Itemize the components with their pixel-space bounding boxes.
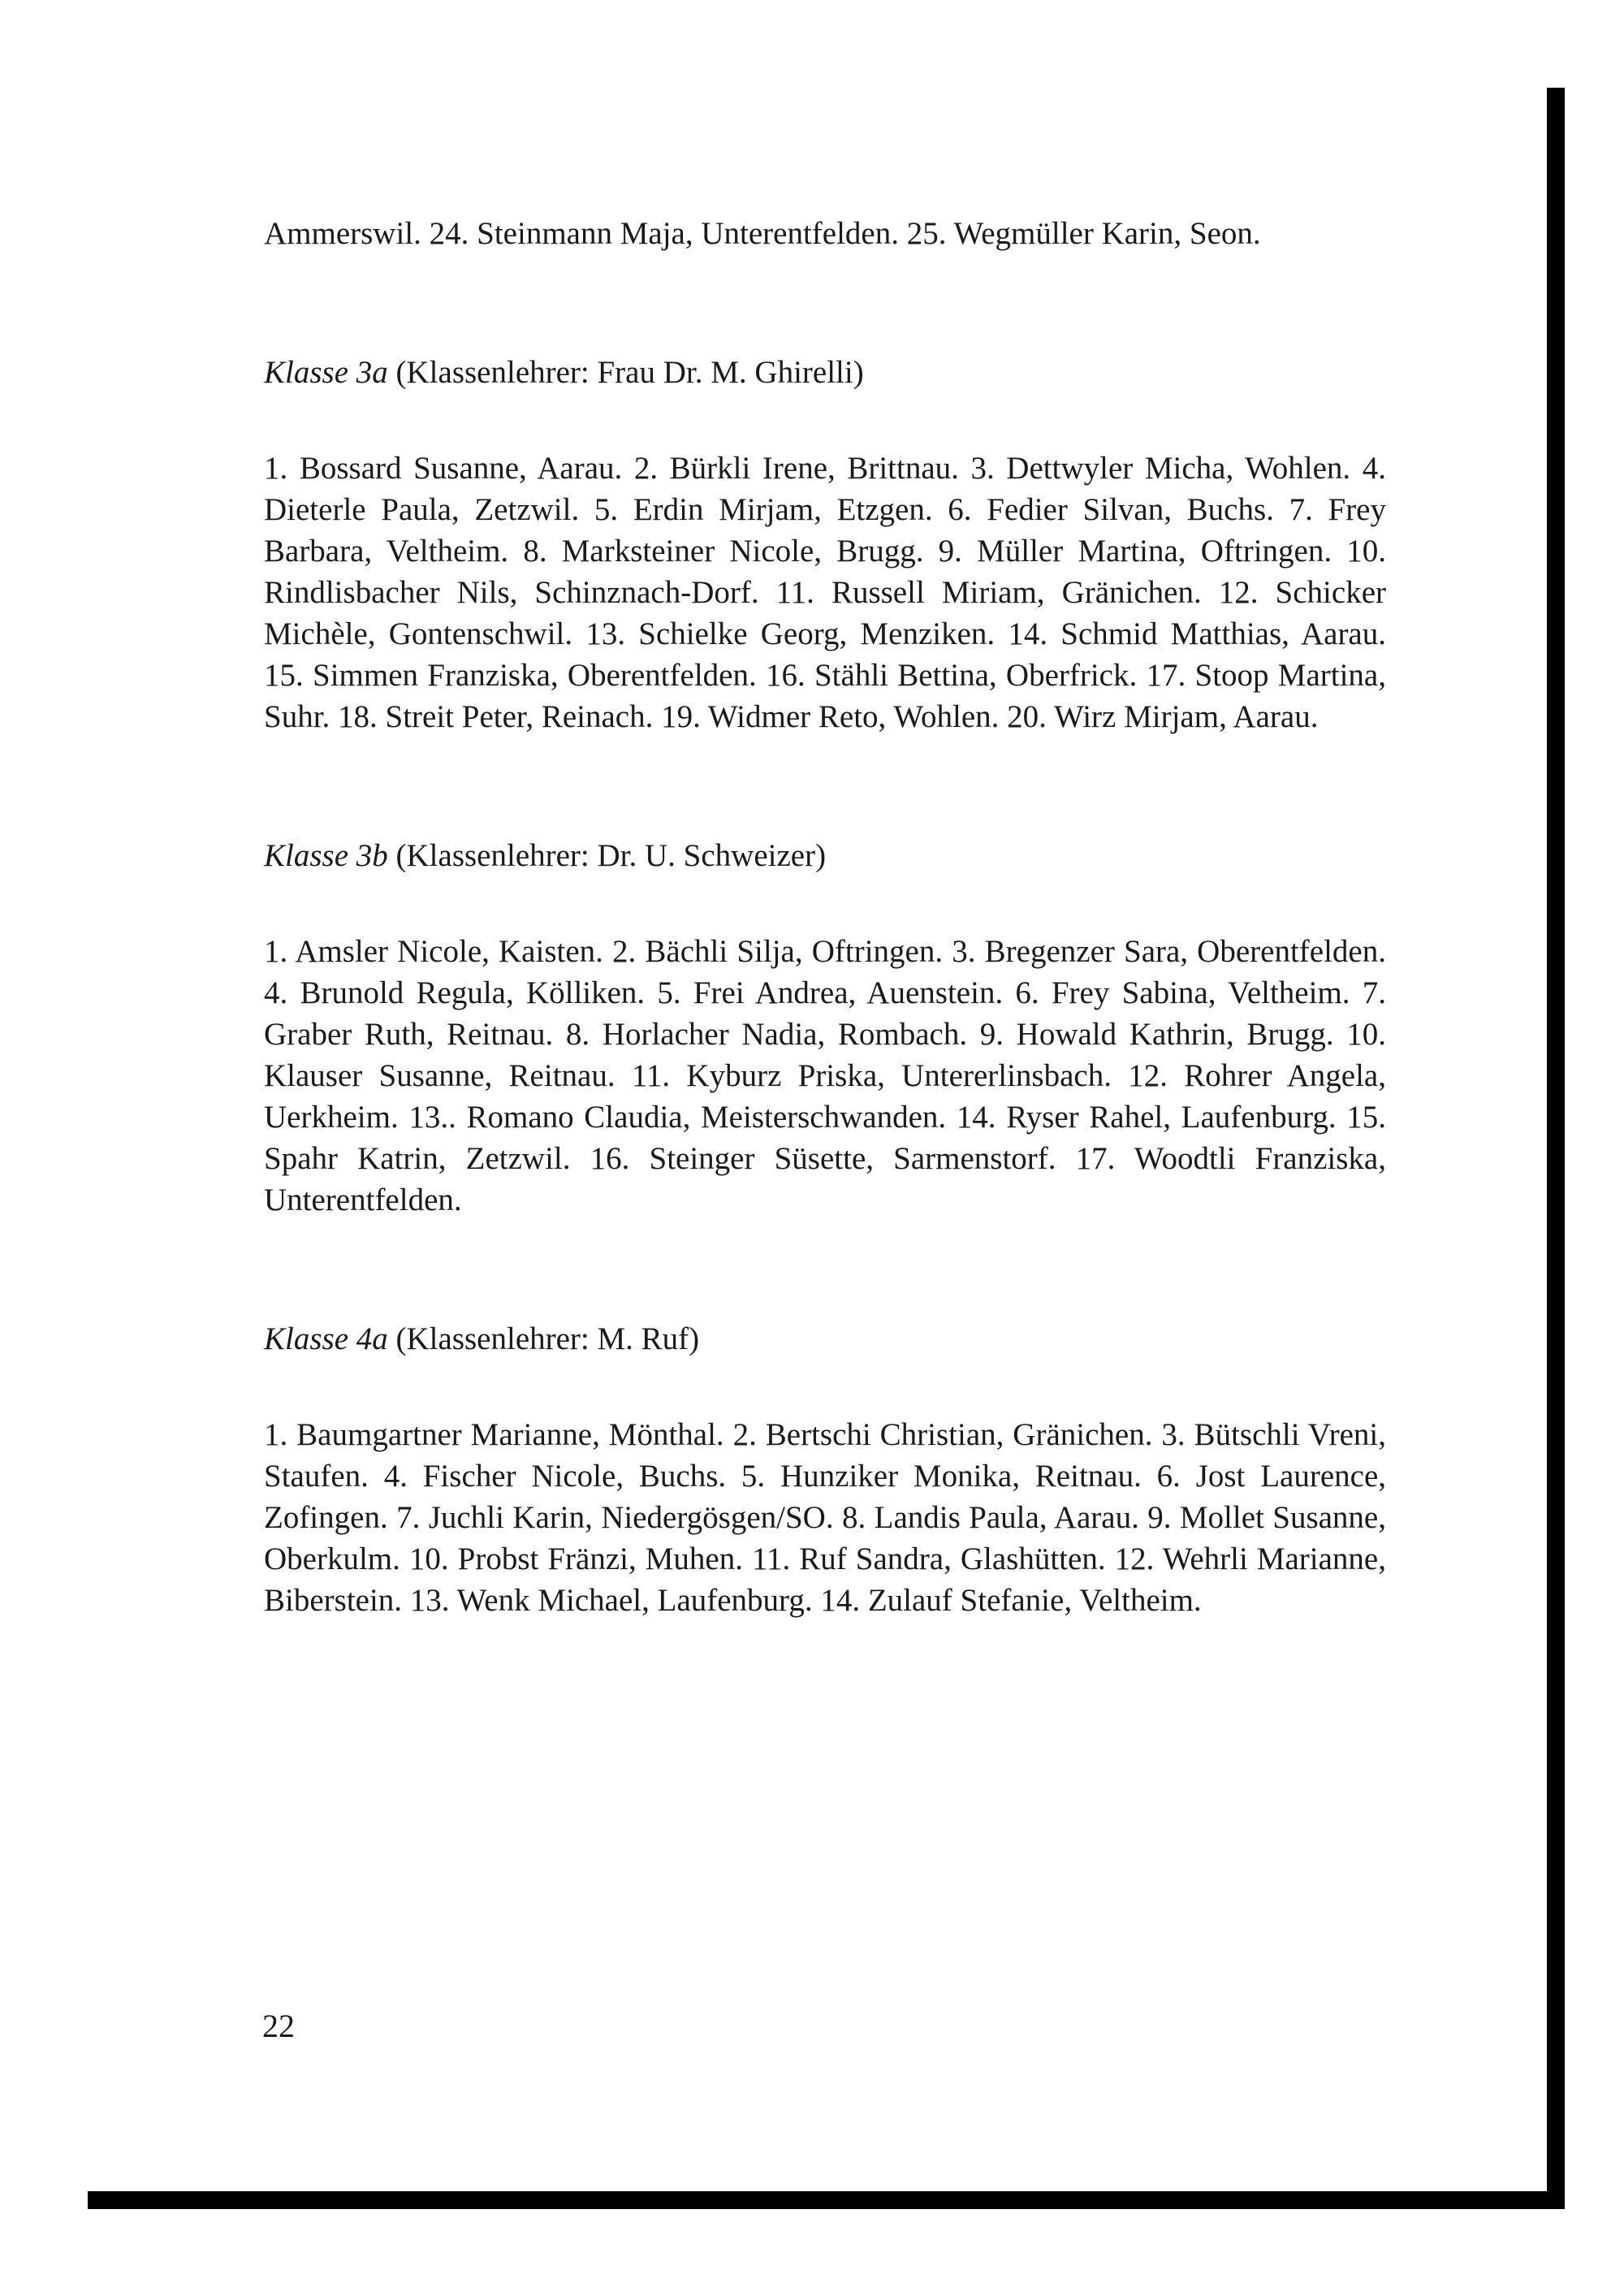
class-label: Klasse 4a [264, 1321, 388, 1356]
class-label: Klasse 3a [264, 355, 388, 390]
class-label: Klasse 3b [264, 838, 388, 873]
teacher-label: (Klassenlehrer: Frau Dr. M. Ghirelli) [395, 355, 864, 390]
student-list-4a: 1. Baumgartner Marianne, Mönthal. 2. Bertschi Christian, Gränichen. 3. Bütschli Vreni, Staufen. 4. Fischer Nicole, Buchs. 5. Hunziker Monika, Reitnau. 6. Jost Laurence, Zofingen. 7. Juchli Karin, Niedergösgen/SO. 8. Landis Paula, Aarau. 9. Mollet Susanne, Oberkulm. 10. Probst Fränzi, Muhen. 11. Ruf Sandra, Glashütten. 12. Wehrli Marianne, Biberstein. 13. Wenk Michael, Laufenburg. 14. Zulauf Stefanie, Veltheim. [264, 1417, 1386, 1618]
teacher-label: (Klassenlehrer: M. Ruf) [395, 1321, 700, 1356]
teacher-label: (Klassenlehrer: Dr. U. Schweizer) [395, 838, 827, 873]
page-content [264, 213, 1386, 1621]
section-heading-3a [264, 352, 1386, 393]
intro-paragraph: Ammerswil. 24. Steinmann Maja, Unterentfelden. 25. Wegmüller Karin, Seon. [264, 216, 1261, 251]
student-list-3b: 1. Amsler Nicole, Kaisten. 2. Bächli Silja, Oftringen. 3. Bregenzer Sara, Oberentfelden. 4. Brunold Regula, Kölliken. 5. Frei Andrea, Auenstein. 6. Frey Sabina, Veltheim. 7. Graber Ruth, Reitnau. 8. Horlacher Nadia, Rombach. 9. Howald Kathrin, Brugg. 10. Klauser Susanne, Reitnau. 11. Kyburz Priska, Untererlinsbach. 12. Rohrer Angela, Uerkheim. 13.. Romano Claudia, Meisterschwanden. 14. Ryser Rahel, Laufenburg. 15. Spahr Katrin, Zetzwil. 16. Steinger Süsette, Sarmenstorf. 17. Woodtli Franziska, Unterentfelden. [264, 934, 1386, 1217]
page-number: 22 [262, 2008, 295, 2044]
section-heading-3b [264, 835, 1386, 876]
student-list-3a: 1. Bossard Susanne, Aarau. 2. Bürkli Irene, Brittnau. 3. Dettwyler Micha, Wohlen. 4. Dieterle Paula, Zetzwil. 5. Erdin Mirjam, Etzgen. 6. Fedier Silvan, Buchs. 7. Frey Barbara, Veltheim. 8. Marksteiner Nicole, Brugg. 9. Müller Martina, Oftringen. 10. Rindlisbacher Nils, Schinznach-Dorf. 11. Russell Miriam, Gränichen. 12. Schicker Michèle, Gontenschwil. 13. Schielke Georg, Menziken. 14. Schmid Matthias, Aarau. 15. Simmen Franziska, Oberentfelden. 16. Stähli Bettina, Oberfrick. 17. Stoop Martina, Suhr. 18. Streit Peter, Reinach. 19. Widmer Reto, Wohlen. 20. Wirz Mirjam, Aarau. [264, 451, 1386, 734]
section-heading-4a [264, 1318, 1386, 1360]
